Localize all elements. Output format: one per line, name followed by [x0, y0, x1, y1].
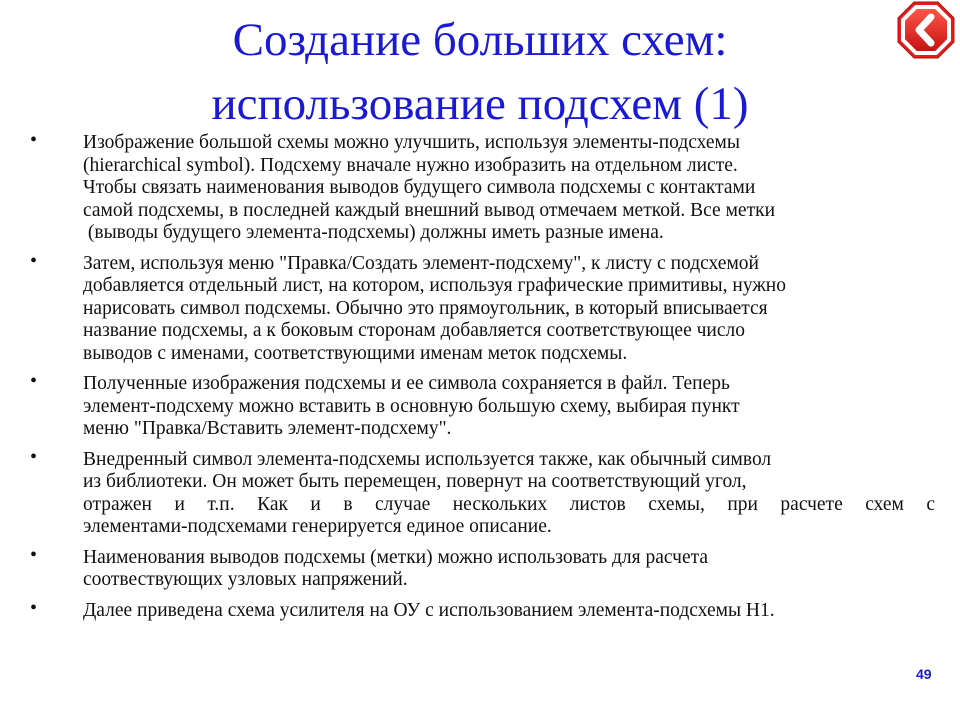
- bullet-icon: •: [30, 370, 38, 392]
- bullet-line: (hierarchical symbol). Подсхему вначале нужно изобразить на отдельном листе.: [83, 154, 738, 176]
- bullet-line: нарисовать символ подсхемы. Обычно это прямоугольник, в который вписывается: [83, 297, 768, 319]
- bullet-line: самой подсхемы, в последней каждый внешний вывод отмечаем меткой. Все метки: [83, 199, 776, 221]
- bullet-item-2: [30, 249, 935, 366]
- back-button[interactable]: [897, 1, 955, 59]
- bullet-line: Полученные изображения подсхемы и ее символа сохраняется в файл. Теперь: [83, 373, 730, 394]
- bullet-line: Чтобы связать наименования выводов будущего символа подсхемы с контактами: [83, 177, 756, 198]
- bullet-icon: •: [30, 543, 38, 566]
- bullet-line: добавляется отдельный лист, на котором, используя графические примитивы, нужно: [83, 275, 786, 296]
- bullet-line: меню "Правка/Вставить элемент-подсхему".: [83, 418, 452, 439]
- slide-title: [60, 8, 900, 136]
- slide-title-line-1: Создание больших схем:: [232, 14, 728, 66]
- bullet-icon: •: [30, 596, 38, 619]
- bullet-line: Наименования выводов подсхемы (метки) можно использовать для расчета: [83, 546, 709, 568]
- chevron-left-icon: [897, 1, 955, 59]
- bullet-line: Изображение большой схемы можно улучшить, используя элементы-подсхемы: [83, 132, 741, 153]
- bullet-icon: •: [30, 249, 38, 272]
- bullet-icon: •: [30, 445, 38, 468]
- bullet-line: выводов с именами, соответствующими именам меток подсхемы.: [83, 342, 628, 364]
- bullet-line: отражен и т.п. Как и в случае нескольких листов схемы, при расчете схем с: [83, 493, 935, 515]
- bullet-line: (выводы будущего элемента-подсхемы) должны иметь разные имена.: [83, 222, 664, 243]
- bullet-item-6: [30, 596, 935, 623]
- bullet-item-5: [30, 543, 935, 592]
- bullet-line: Далее приведена схема усилителя на ОУ с использованием элемента-подсхемы H1.: [83, 599, 775, 621]
- bullet-line: элементами-подсхемами генерируется единое описание.: [83, 516, 552, 537]
- bullet-line: соотвествующих узловых напряжений.: [83, 569, 408, 590]
- bullet-line: Затем, используя меню "Правка/Создать элемент-подсхему", к листу с подсхемой: [83, 252, 759, 274]
- bullet-item-4: [30, 445, 935, 539]
- slide-title-line-2: использование подсхем (1): [211, 78, 749, 130]
- bullet-line: название подсхемы, а к боковым сторонам добавляется соответствующее число: [83, 320, 745, 341]
- bullet-line: Внедренный символ элемента-подсхемы используется также, как обычный символ: [83, 448, 772, 470]
- bullet-list: [30, 129, 935, 630]
- bullet-line: из библиотеки. Он может быть перемещен, повернут на соответствующий угол,: [83, 471, 747, 492]
- bullet-item-3: [30, 370, 935, 441]
- bullet-item-1: [30, 129, 935, 245]
- bullet-line: элемент-подсхему можно вставить в основную большую схему, выбирая пункт: [83, 395, 740, 417]
- page-number: 49: [916, 666, 932, 682]
- bullet-icon: •: [30, 129, 38, 151]
